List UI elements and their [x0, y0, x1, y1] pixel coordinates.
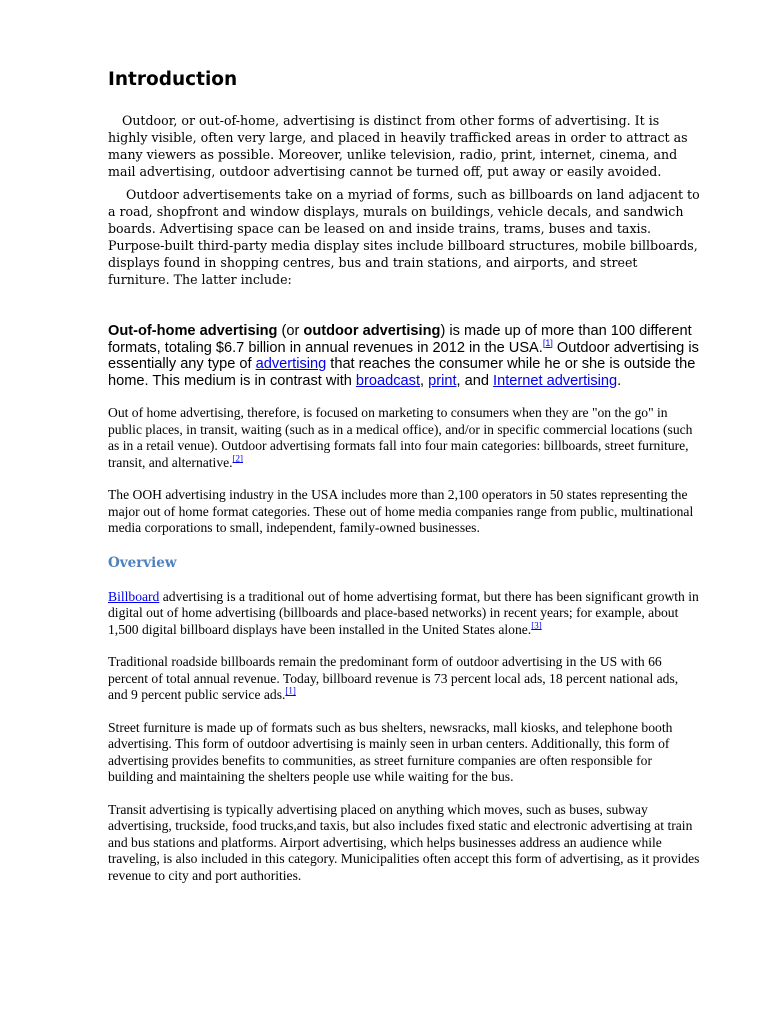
ooh-ref-1 [543, 338, 553, 348]
on-the-go-ref [233, 453, 244, 463]
industry-paragraph: The OOH advertising industry in the USA includes more than 2,100 operators in 50 states representing the major out of home format categories. These out of home media companies range from public, multinational media corporations to small, independent, family-owned businesses. [108, 487, 694, 536]
introduction-heading: Introduction [108, 69, 238, 90]
intro-paragraph-2: Outdoor advertisements take on a myriad of forms, such as billboards on land adjacent to a road, shopfront and window displays, murals on buildings, vehicle decals, and sandwich boards. Advertising space can be leased on and inside trains, trams, buses and taxis. Purpose-built third-party media display sites include billboard structures, mobile billboards, displays found in shopping centres, bus and train stations, and airports, and street furniture. The latter include: [108, 187, 700, 287]
ooh-definition-paragraph [108, 323, 700, 389]
document-page [108, 66, 700, 900]
ooh-text-7: . [617, 372, 622, 389]
ooh-text-3: Outdoor advertising is essentially any type of [108, 339, 699, 373]
ooh-text-2: ) is made up of more than 100 different formats, totaling $6.7 billion in annual revenues in 2012 in the USA. [108, 323, 692, 356]
ooh-term: Out-of-home advertising [108, 323, 278, 339]
intro-paragraph-1: Outdoor, or out-of-home, advertising is distinct from other forms of advertising. It is highly visible, often very large, and placed in heavily trafficked areas in order to attract as many viewers as possible. Moreover, unlike television, radio, print, internet, cinema, and mail advertising, outdoor advertising cannot be turned off, put away or easily avoided. [108, 113, 688, 179]
ooh-text-6: , and [456, 372, 494, 389]
street-furniture-paragraph: Street furniture is made up of formats such as bus shelters, newsracks, mall kiosks, and telephone booth advertising. This form of outdoor advertising is mainly seen in urban centers. Additionally, this form of advertising provides benefits to communities, as street furniture companies are often responsible for building and maintaining the shelters people use while waiting for the bus. [108, 719, 673, 785]
citation-link-3[interactable]: [3] [531, 620, 542, 631]
print-link[interactable]: print [428, 372, 457, 389]
outdoor-term: outdoor advertising [303, 323, 441, 339]
on-the-go-paragraph [108, 405, 700, 471]
citation-link-2[interactable]: [2] [232, 453, 244, 464]
transit-paragraph: Transit advertising is typically advertising placed on anything which moves, such as buses, subway advertising, truckside, food trucks,and taxis, but also includes fixed static and electronic advertising at train and bus stations and platforms. Airport advertising, which helps businesses address an audience while traveling, is also included in this category. Municipalities often accept this form of advertising, as it provides revenue to city and port authorities. [108, 801, 700, 883]
billboard-link[interactable]: Billboard [108, 588, 160, 604]
billboard-paragraph [108, 589, 700, 639]
billboard-text: advertising is a traditional out of home advertising format, but there has been significant growth in digital out of home advertising (billboards and place-based networks) in recent years; for example, about 1,500 digital billboard displays have been installed in the United States alone. [108, 588, 699, 637]
ooh-text-5: , [420, 372, 429, 389]
advertising-link[interactable]: advertising [255, 356, 327, 373]
overview-heading: Overview [108, 554, 177, 571]
billboard-ref [531, 620, 542, 630]
citation-link-1b[interactable]: [1] [285, 685, 296, 696]
internet-advertising-link[interactable]: Internet advertising [493, 372, 618, 389]
ooh-text-4: that reaches the consumer while he or she is outside the home. This medium is in contrast with [108, 356, 696, 389]
citation-link-1[interactable]: [1] [542, 337, 553, 348]
on-the-go-text: Out of home advertising, therefore, is focused on marketing to consumers when they are "on the go" in public places, in transit, waiting (such as in a medical office), and/or in specific commercial locations (such as in a retail venue). Outdoor advertising formats fall into four main categories: billboards, street furniture, transit, and alternative. [108, 405, 693, 470]
roadside-paragraph [108, 654, 700, 704]
roadside-text: Traditional roadside billboards remain the predominant form of outdoor advertising in the US with 66 percent of total annual revenue. Today, billboard revenue is 73 percent local ads, 18 percent national ads, and 9 percent public service ads. [108, 654, 679, 703]
ooh-text-1: (or [277, 323, 304, 339]
broadcast-link[interactable]: broadcast [355, 372, 421, 389]
roadside-ref [285, 686, 296, 696]
